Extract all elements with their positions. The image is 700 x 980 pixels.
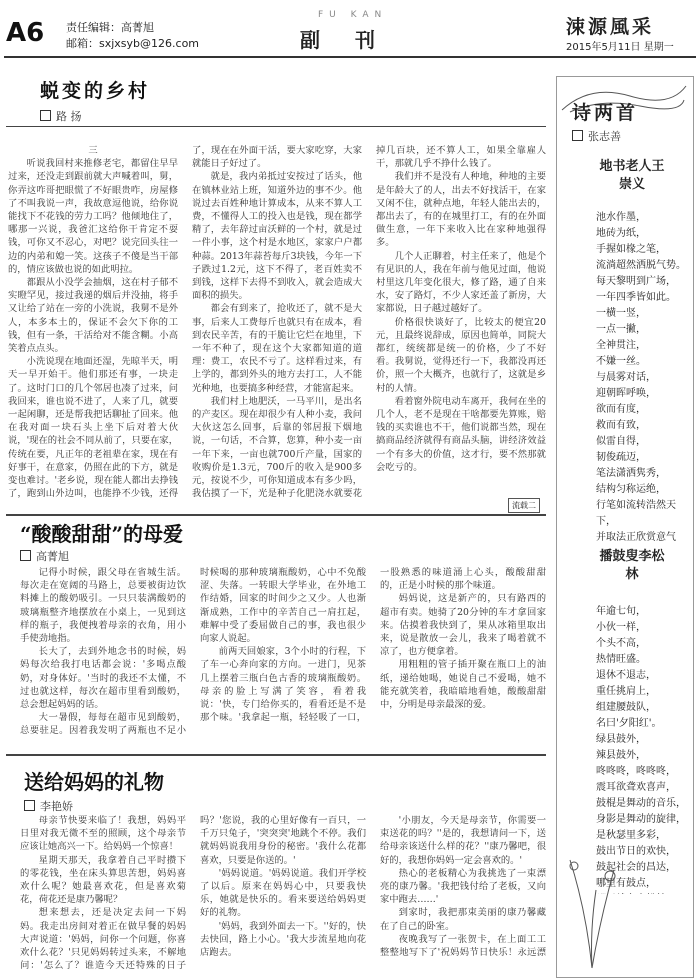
article2-author: 高菁旭 [36, 550, 69, 563]
poem-line: 辣县鼓外， [596, 750, 646, 761]
paragraph: 妈妈说，这是新产的，只有路西的超市有卖。她骑了20分钟的车才拿回家来。估摸着我快到了，果从冰箱里取出来，说是散放一会儿，我来了喝着就不凉了，也方便拿着。 [380, 593, 546, 658]
paragraph: 我们村上地肥沃，一马平川，是出名的产麦区。现在却很少有人种小麦，我问大伙这怎么回事，后靠的邻居报下烟地说，一句话，不合算，您算，种小麦一亩一年下来，一亩也就700斤产量，国家的收购价是1.3元，700斤的收入是900多元，按说不少，可你知道成本有多少吗，我估摸了一下，光是种子化肥浇水就要花掉几百块，还不算人工，如果全靠雇人干，那就几乎不挣什么钱了。 [192, 145, 546, 500]
paragraph: 记得小时候，跟父母在省城生活。每次走在宽阔的马路上，总要被街边饮料摊上的酸奶吸引。一只只装满酸奶的玻璃瓶整齐地摆放在小桌上，一见到这样的瓶子，我便拽着母亲的衣角，用小手使劲地指。 [20, 567, 186, 645]
header-divider [4, 56, 696, 58]
poem-line: 结构匀称运绝， [596, 484, 666, 495]
poem-line: 鼓棍是舞动的音乐， [596, 798, 686, 809]
poem-line: 迎朝晖呼唤， [596, 388, 656, 399]
editor-info [66, 20, 199, 52]
serial-stamp: 流载二 [508, 498, 540, 513]
paragraph: 都会有到来了，抢收还了，就不是大事，后来人工费每斤也就只有在成本，看到农民辛苦，有的干脆让它烂在地里，下一年不种了，现在这个大家都知道的道理：费工，农民不亏了。这样看过来，有上学的，都到外头的地方去打工，人不能光种地，也要搞多种经营，才能富起来。 [192, 303, 362, 394]
paragraph: 大一暑假，每每在超市见到酸奶，总要驻足。因着我发明了两瓶也不足小时候喝的那种玻璃瓶酸奶，心中不免酸涩、失落。一转眼大学毕业，在外地工作结婚，回家的时间少之又少。人也渐渐成熟，工作中的辛苦自己一肩扛起，难解中受了委屈做自己的事，我也很少向家人说起。 [20, 567, 366, 737]
byline-square-icon [20, 550, 31, 561]
article1-body [8, 144, 546, 510]
paragraph: 前两天回娘家，3个小时的行程，下了车一心奔向家的方向。一进门，见茶几上摆着三瓶白色古香的玻璃瓶酸奶。母亲的脸上写满了笑容，看着我说：'快，专门给你买的，看看还是不是那个味。'我拿起一瓶，轻轻吸了一口，一股熟悉的味道涌上心头，酸酸甜甜的，正是小时候的那个味道。 [200, 567, 546, 724]
paragraph: 价格很快谈好了，比较太的便宜20元，且最终说辞成，原因也简单，同院大都红，统统都是统一的价格，少了不好看。我舅说，觉得还行一下，我都没再还价，照一个大概齐，也就行了，这就是乡村的人情。 [376, 316, 546, 394]
article1-title: 蜕变的乡村 [40, 80, 151, 102]
paragraph: 听说我回村来推修老宅，都留住早早过来，还没走到跟前就大声喊着叫，舅，你弄这咋哥把眼慌了不好眼贵咋，房屋修了不叫我说一声，我故意逗他说，给你说能找下不花钱的劳力工吗？他倾地住了，哪那一兴说，我爸汇这给你干肯定不耍钱，可你又不忍心，对吧？说完回头往一边的内弟和媳一笑。这孩子不傻是当干部的，情应该做也说的如此明拉。 [8, 158, 178, 275]
paragraph: 小洗说现在地面还湿，先晾半天，明天一早开始干。他们那还有事，一块走了。这时门口的几个邻居也凑了过来，问我回来，谁也说不进了，人来了几，就要一起闲聊，还是帮我把话聊扯了回来。他在我对面一块石头上坐下后对着大伙说，'现在的社会不同从前了，只要在家，传统在要，凡正年的老祖辈在家，现在有好事干，在意家，仍照在此的下方，就是变也难讨。'老乡说，现在能人都出去挣钱了，跑到山外边叫，也能挣不少钱，还得了，现在在外面干活，要大家吃穿，大家就能日子好过了。 [8, 145, 362, 500]
poem-line: 每天黎明到广场， [596, 276, 676, 287]
paragraph: 长大了，去到外地念书的时候，妈妈每次给我打电话都会说：'多喝点酸奶，对身体好。'当时的我还不太懂，不过也就这样，每次在超市里看到酸奶，总会想起妈妈的话。 [20, 646, 186, 711]
poem-line: 鼓出节日的欢快， [596, 846, 676, 857]
paragraph: 热心的老板精心为我挑选了一束漂亮的康乃馨。'我把钱付给了老板，又向家中跑去……' [380, 867, 546, 906]
poem-line: 行笔如流转浩然天下， [596, 500, 676, 527]
poem-line: 似雷自得， [596, 436, 646, 447]
article3-body [20, 814, 546, 974]
poem-line: 池水作墨， [596, 212, 646, 223]
poem-line: 地砖为纸， [596, 228, 646, 239]
paragraph: 到家时，我把那束美丽的康乃馨藏在了自己的卧室。 [380, 907, 546, 932]
poem-line: 流淌超然洒脱气势。 [596, 260, 686, 271]
poem-line: 咚咚咚，咚咚咚， [596, 766, 676, 777]
poem-line: 哪里有鼓点， [596, 878, 656, 889]
poem-line: 欲而有度， [596, 404, 646, 415]
paragraph: '妈妈说道。'妈妈说道。我们开学校了以后。原来在妈妈心中，只要我快乐，她就是快乐的。看来要送给妈妈更好的礼物。 [200, 867, 366, 919]
poem-line: 热情旺盛。 [596, 654, 646, 665]
section-name-cn: 副 刊 [300, 28, 389, 52]
poem-line: 绿县鼓外， [596, 734, 646, 745]
poem-line: 鼓起社会的昌达， [596, 862, 676, 873]
poems-author: 张志善 [588, 130, 621, 143]
poem-line: 组建腰鼓队， [596, 702, 656, 713]
paragraph: '妈妈，我到外面去一下。''好的，快去快回，路上小心。'我大步流星地向花店跑去。 [200, 920, 366, 959]
paragraph: 星期天那天，我拿着自己平时攒下的零花钱，坐在床头算思苦想，妈妈喜欢什么呢？她最喜欢花，但是喜欢菊花，荷花还是康乃馨呢？ [20, 854, 186, 906]
byline-square-icon [24, 800, 35, 811]
paragraph: 几个人正聊着，村主任来了，他是个有见识的人，我在年前与他见过面，他说村里这几年变化很大，修了路，通了自来水，安了路灯，不少人家还盖了新房，大家都说，日子越过越好了。 [376, 250, 546, 315]
poem-line: 救而有致， [596, 420, 646, 431]
poem-line: 重任挑肩上， [596, 686, 656, 697]
article1-top-rule [6, 126, 546, 127]
article2-bottom-rule [6, 754, 546, 756]
poem-line: 全神贯注， [596, 340, 646, 351]
paragraph: 看着窗外院电动车离开，我何在坐的几个人，老不是现在干啥都要先算账，赔钱的买卖谁也不干，他们说都当然，现在搞商品经济就得有商品头脑，讲经济效益一个有多大的价值，这才行，要不然那就会吃亏的。 [376, 395, 546, 473]
poem-line: 韧俊疏迈， [596, 452, 646, 463]
poem-line: 与晨雾对话， [596, 372, 656, 383]
page-number: A6 [6, 18, 45, 48]
editor-email: 邮箱：sxjxsyb@126.com [66, 37, 200, 50]
poem-line: 震耳欲聋欢喜声， [596, 782, 676, 793]
poem-line: 年逾七旬， [596, 606, 646, 617]
poem2-title: 播鼓叟李松林 [599, 549, 665, 582]
poem-line: 个头不高， [596, 638, 646, 649]
paragraph: '小朋友，今天是母亲节，你需要一束送花的吗？''是的，我想请问一下，送给母亲该送什么样的花？''康乃馨吧，很好的，我想你妈妈一定会喜欢的。' [380, 815, 546, 866]
poem-line: 一年四季皆如此。 [596, 292, 676, 303]
poem-line: 小伙一样， [596, 622, 646, 633]
poem-line: 退休不退志， [596, 670, 656, 681]
paragraph: 三 [88, 145, 98, 156]
poems-heading: 诗两首 [572, 102, 639, 124]
paragraph: 母亲节快要来临了！我想，妈妈平日里对我无微不至的照顾，这个母亲节应该让她高兴一下。给妈妈一个惊喜！ [20, 815, 186, 853]
poem1-title: 地书老人王崇义 [599, 159, 665, 192]
article1-author: 路 扬 [56, 110, 82, 123]
poem-line: 一横一竖， [596, 308, 646, 319]
issue-date: 2015年5月11日 星期一 [566, 42, 674, 53]
poem-line: 名曰'夕阳红'。 [596, 718, 662, 729]
article1-bottom-rule [6, 514, 546, 516]
poem-line: 身影是舞动的旋律， [596, 814, 686, 825]
poem-line: 笔法潇洒隽秀， [596, 468, 666, 479]
article3-byline [24, 798, 73, 814]
paragraph: 夜晚我写了一张贺卡，在上面工工整整地写下了'祝妈妈节日快乐！永远漂 [380, 933, 546, 959]
newspaper-name: 涑源風采 [566, 16, 655, 38]
paragraph: 用粗粗的管子插开聚在瓶口上的油纸，递给她喝，她说自己不爱喝，她不能充就笑着，我暗暗地看她，酸酸甜甜中，分明是母亲最深的爱。 [380, 659, 546, 711]
section-name-en: FU KAN [318, 10, 388, 20]
article1-byline [40, 108, 82, 124]
article2-byline [20, 548, 69, 564]
poem-line: 手握如椽之笔， [596, 244, 666, 255]
poem-line: 一点一撇， [596, 324, 646, 335]
paragraph: 都跟从小没学会抽烟，这在村子郁不实瞪罕见，接过我递的烟后并没抽，将手又让给了站在一旁的小洗说，我舅不是外人，本多本土的，保证不会欠下你的工钱，但有一条，干活给对不能含糊。小高笑着点点头。 [8, 277, 178, 355]
paragraph: 我们并不是没有人种地，种地的主要是年龄大了的人，出去不好找活干，在家又闲不住，就种点地，年轻人能出去的，都出去了，有的在城里打工，有的在外面做生意，一年下来收入比在家种地强得多。 [376, 171, 546, 249]
paragraph: 想来想去，还是决定去问一下妈妈。我走出房间对着正在做早餐的妈妈大声说道：'妈妈，问你一个问题，你喜欢什么花？'只见妈妈转过头来，不解地问：'怎么了？谁造今天还特殊的日子吗？'您说，我的心里好像有一百只，一千万只兔子，'突突突'地跳个不停。我们就妈妈说我用身份的秘密。'我什么花都喜欢，只要是你送的。' [20, 815, 366, 972]
byline-square-icon [572, 130, 583, 141]
article3-author: 李艳娇 [40, 800, 73, 813]
article2-title: “酸酸甜甜”的母爱 [20, 522, 184, 546]
editor-name: 责任编辑：高菁旭 [66, 21, 154, 34]
poem-line: 并取法正欣赏意气 [596, 532, 676, 543]
byline-square-icon [40, 110, 51, 121]
paragraph: 就是，我内弟抵过安按过了话头，他在镇林业站上班，知道外边的事不少。他说过去百姓种地计算成本，从来不算人工费，不懂得人工的投入也是钱，现在都学精了，去年辞过亩沃鲜的一个村，就是过一件小事，这个村是水地区，家家户户都种蒜。2013年蒜苔每斤3块钱，今年一下子跌过1.2元，这下不得了，老百姓卖不到钱，这样下去得不到收入，就会造成大面积的损失。 [192, 171, 362, 302]
poem-line: 不嫌一丝。 [596, 356, 646, 367]
poem-line: 是秋瑟里多彩， [596, 830, 666, 841]
article3-title: 送给妈妈的礼物 [24, 770, 164, 794]
article2-body [20, 566, 546, 738]
poems-byline [572, 128, 621, 144]
orchid-ink-painting-icon [566, 840, 618, 970]
poem1-body [596, 210, 690, 544]
